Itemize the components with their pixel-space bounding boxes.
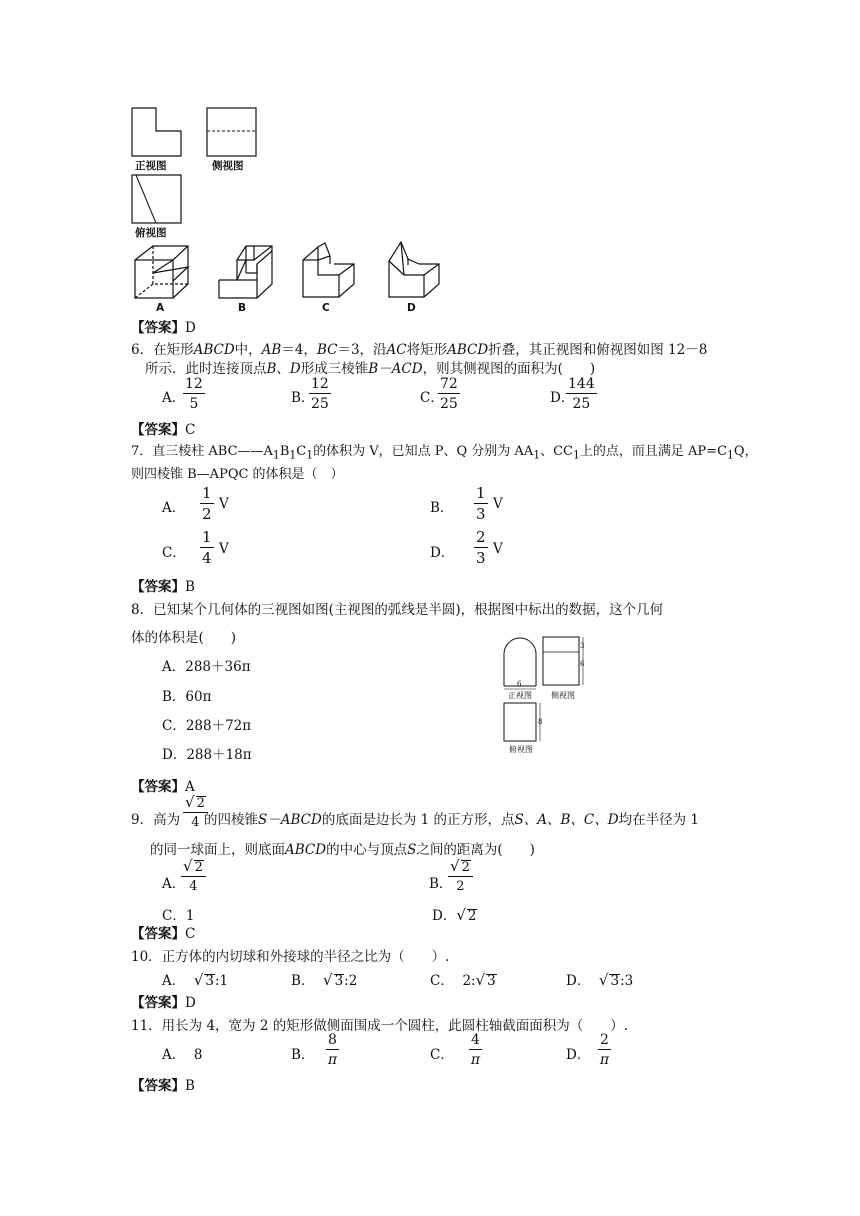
- q9-height-fraction: $\frac{√ 2}{4}$: [183, 795, 208, 829]
- q9-option-a-label: A．: [162, 876, 186, 892]
- q5-option-a-solid: [132, 243, 192, 301]
- q11-answer: 【答案】B: [131, 1078, 195, 1094]
- q5-front-view-label: 正视图: [135, 160, 167, 172]
- q7-option-c-unit: V: [219, 541, 229, 557]
- q9-option-b-label: B．: [429, 876, 453, 892]
- q8-side-height-3-label: 3: [580, 642, 585, 650]
- q7-option-b-label: B．: [430, 500, 454, 516]
- q7-option-b-fraction: $\frac{1}{3}$: [476, 484, 486, 523]
- q11-option-c-label: C．: [430, 1047, 454, 1063]
- q5-top-view-drawing: [131, 174, 183, 224]
- q5-option-b-label: B: [238, 302, 247, 314]
- q6-option-b-fraction: $\frac{12}{25}$: [311, 376, 329, 412]
- q10-option-a: A． √ 3:1: [162, 971, 229, 989]
- q9-option-b-fraction: $\frac{√ 2}{2}$: [448, 859, 473, 893]
- q6-option-a-fraction: $\frac{12}{5}$: [185, 376, 203, 412]
- q7-option-a-unit: V: [219, 496, 229, 512]
- q11-option-d-label: D．: [566, 1047, 591, 1063]
- q6-line-1: 6．在矩形ABCD中，AB＝4，BC＝3，沿AC将矩形ABCD折叠，其正视图和俯视图如图 12－8: [131, 342, 708, 358]
- q6-option-a-label: A．: [162, 390, 186, 406]
- q11-line: 11．用长为 4，宽为 2 的矩形做侧面围成一个圆柱，此圆柱轴截面面积为（ ）.: [131, 1018, 629, 1034]
- q8-side-view-label: 侧视图: [551, 691, 575, 700]
- q6-option-c-label: C．: [420, 390, 444, 406]
- q8-line-2: 体的体积是( ): [131, 630, 237, 646]
- q11-option-c-fraction: $\frac{4}{\pi}$: [470, 1032, 481, 1068]
- q11-option-b-fraction: $\frac{8}{\pi}$: [327, 1032, 338, 1068]
- q11-option-a: A． 8: [162, 1047, 203, 1063]
- q9-line-2: 的同一球面上，则底面ABCD的中心与顶点S之间的距离为( ): [150, 842, 535, 858]
- q9-pre: 9．高为: [131, 812, 181, 828]
- q7-option-d-fraction: $\frac{2}{3}$: [476, 528, 486, 567]
- q10-answer: 【答案】D: [131, 995, 196, 1011]
- q6-line-2: 所示．此时连接顶点B、D形成三棱锥B－ACD，则其侧视图的面积为( ): [145, 361, 596, 377]
- q6-answer: 【答案】C: [131, 422, 196, 438]
- q8-option-d: D．288＋18π: [162, 747, 252, 763]
- q10-option-b: B． √ 3:2: [291, 971, 358, 989]
- q8-front-width-label: 6: [517, 680, 522, 688]
- q7-line-2: 则四棱锥 B—APQC 的体积是（ ）: [131, 467, 344, 482]
- q5-option-d-label: D: [407, 302, 416, 314]
- q7-answer: 【答案】B: [131, 579, 195, 595]
- q8-top-view-label: 俯视图: [509, 745, 533, 754]
- q11-option-d-fraction: $\frac{2}{\pi}$: [599, 1032, 610, 1068]
- q8-answer: 【答案】A: [131, 779, 195, 795]
- q8-front-view-label: 正视图: [508, 691, 532, 700]
- q9-line-1-rest: 的四棱锥S－ABCD的底面是边长为 1 的正方形，点S、A、B、C、D均在半径为 1: [204, 812, 699, 828]
- q11-option-b-label: B．: [291, 1047, 315, 1063]
- q7-option-b-unit: V: [493, 496, 503, 512]
- q5-option-d-solid: [386, 239, 446, 301]
- q10-line: 10．正方体的内切球和外接球的半径之比为（ ）.: [131, 949, 450, 965]
- q8-line-1: 8．已知某个几何体的三视图如图(主视图的弧线是半圆)，根据图中标出的数据，这个几何: [131, 602, 664, 618]
- q7-option-d-label: D．: [430, 545, 455, 561]
- q6-option-d-label: D．: [550, 390, 575, 406]
- q7-option-c-label: C．: [162, 545, 186, 561]
- q8-option-c: C．288＋72π: [162, 718, 252, 734]
- q5-side-view-drawing: [206, 107, 258, 157]
- q8-option-b: B．60π: [162, 689, 212, 705]
- q7-option-c-fraction: $\frac{1}{4}$: [202, 528, 212, 567]
- q5-top-view-label: 俯视图: [135, 227, 167, 239]
- q5-side-view-label: 侧视图: [212, 160, 244, 172]
- q10-option-c: C． 2:√ 3: [430, 971, 496, 989]
- q5-option-b-solid: [216, 243, 276, 301]
- q9-option-c: C．1: [162, 908, 195, 924]
- q8-option-a: A．288＋36π: [162, 659, 251, 675]
- q9-answer: 【答案】C: [131, 926, 196, 942]
- q5-option-a-label: A: [156, 302, 165, 314]
- q9-option-d: D．√ 2: [432, 906, 477, 924]
- q7-option-a-fraction: $\frac{1}{2}$: [202, 484, 212, 523]
- q8-side-height-6-label: 6: [580, 660, 585, 668]
- q6-option-d-fraction: $\frac{144}{25}$: [568, 376, 595, 412]
- q7-option-a-label: A．: [162, 500, 186, 516]
- q6-option-c-fraction: $\frac{72}{25}$: [440, 376, 458, 412]
- q5-front-view-drawing: [131, 107, 183, 157]
- q6-option-b-label: B．: [291, 390, 315, 406]
- q5-option-c-solid: [300, 240, 360, 300]
- q9-option-a-fraction: $\frac{√ 2}{4}$: [181, 859, 206, 893]
- q5-option-c-label: C: [322, 302, 330, 314]
- q8-top-height-label: 8: [538, 718, 543, 726]
- q7-option-d-unit: V: [493, 541, 503, 557]
- q5-answer: 【答案】D: [131, 320, 196, 336]
- q7-line-1: 7．直三棱柱 $ABC——A_1B_1C_1$的体积为 V，已知点 P、Q 分别为 $AA_1$、$CC_1$上的点，而且满足 $AP=C_1Q$，: [131, 444, 758, 462]
- q10-option-d: D． √ 3:3: [566, 971, 634, 989]
